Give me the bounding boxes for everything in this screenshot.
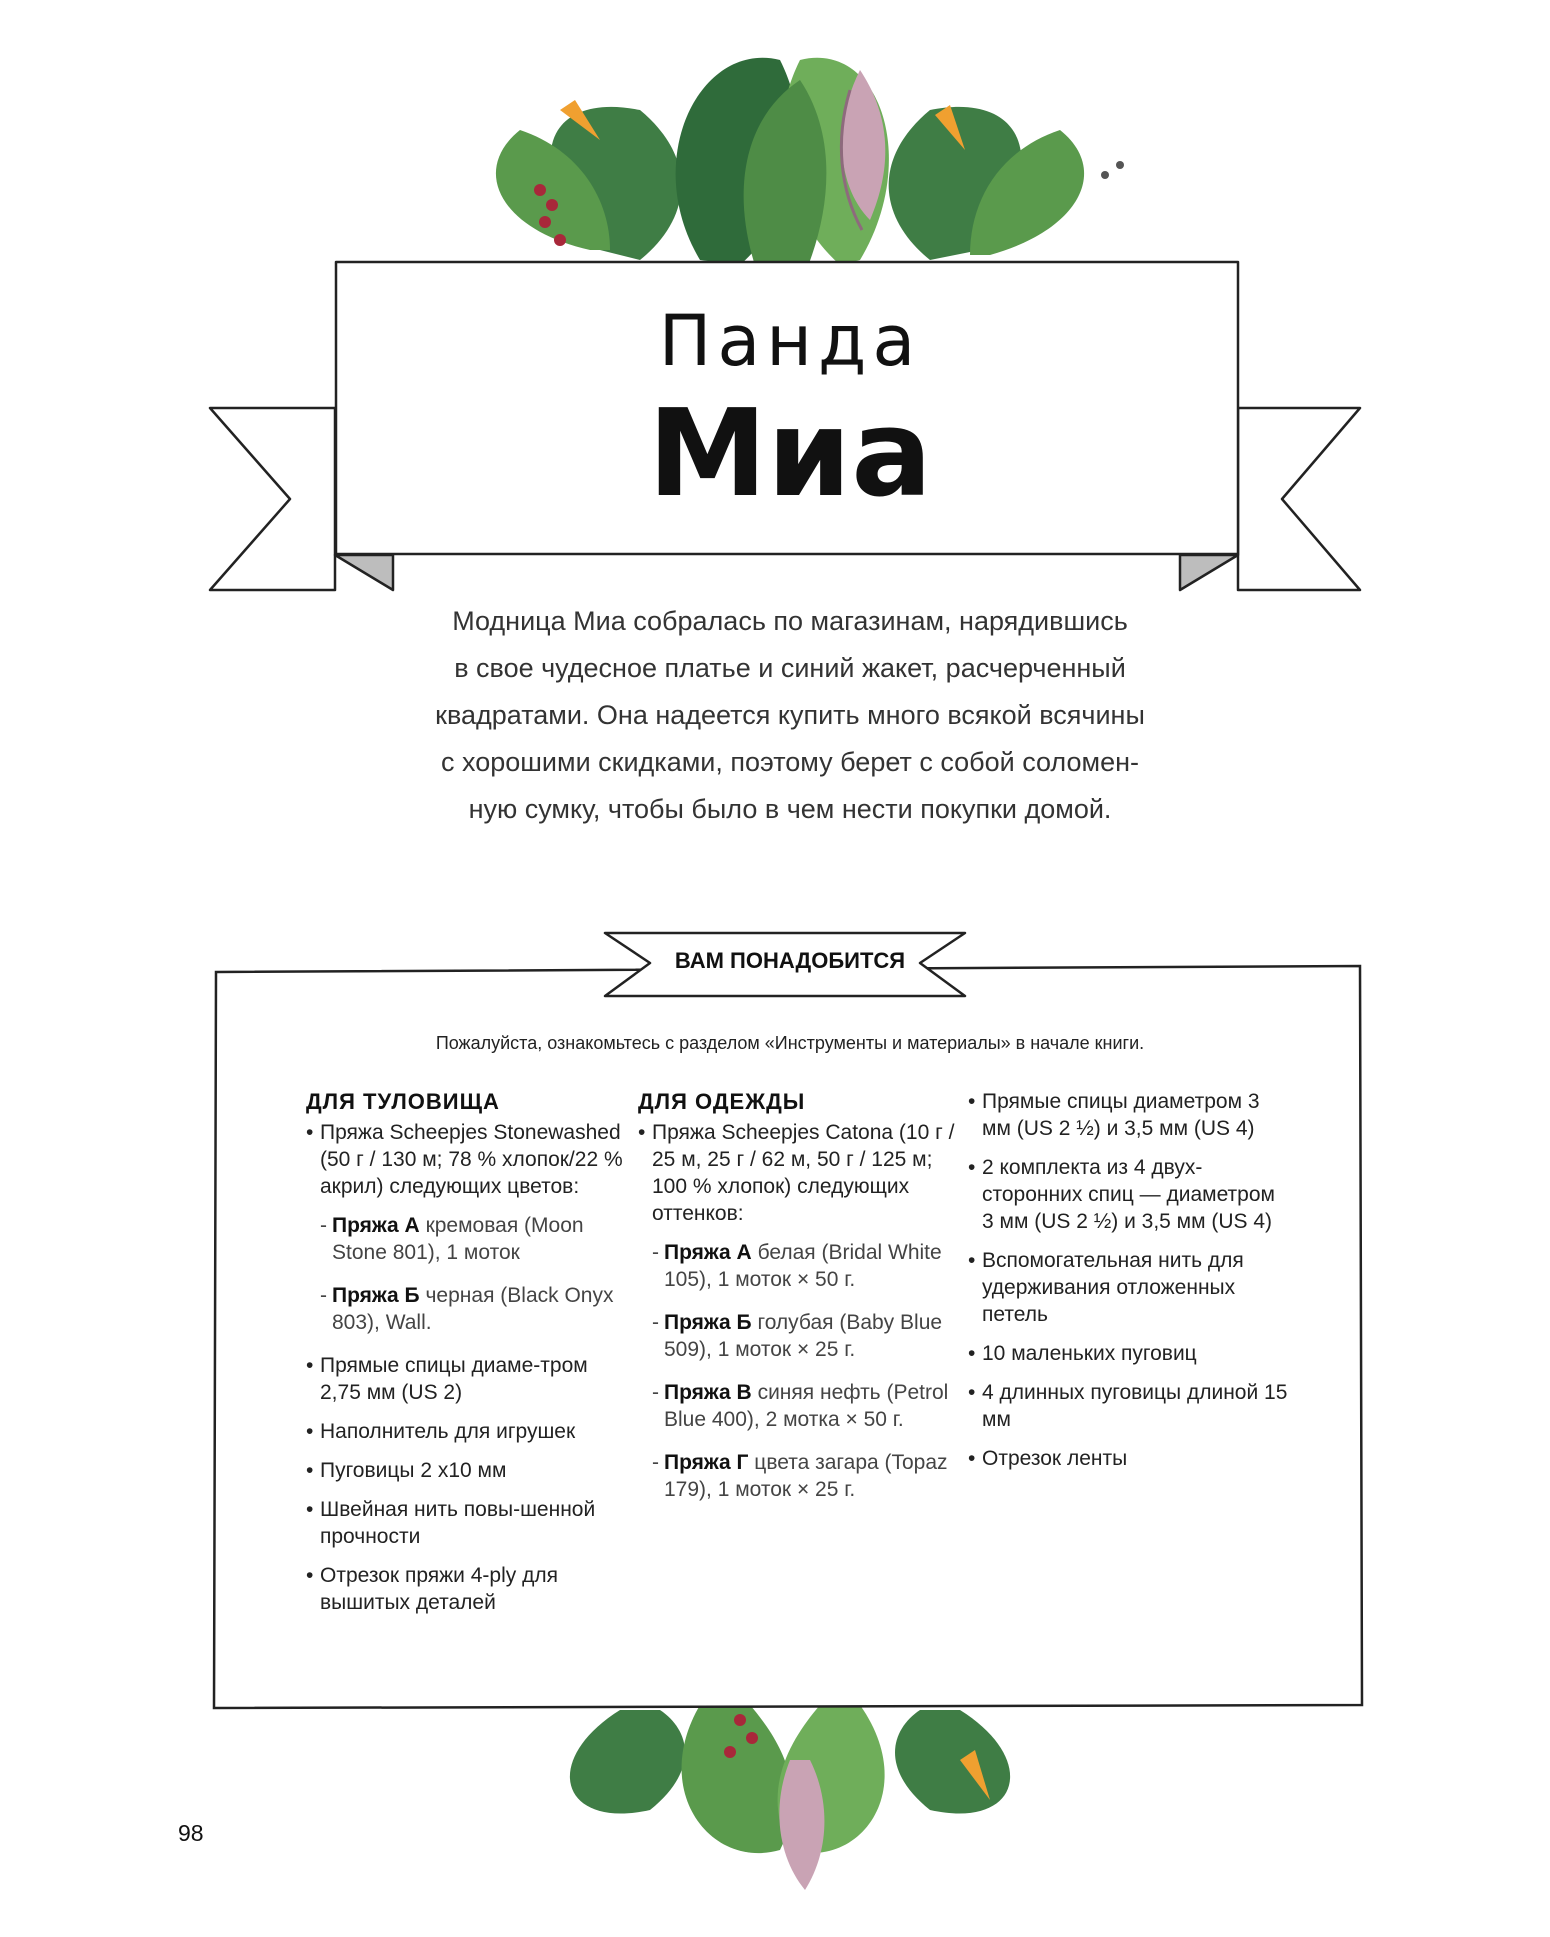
list-item: • 2 комплекта из 4 двух-сторонних спиц — диаметром 3 мм (US 2 ½) и 3,5 мм (US 4) bbox=[968, 1154, 1288, 1235]
bottom-foliage-illustration bbox=[570, 1705, 1010, 1890]
list-item: • Прямые спицы диаметром 3 мм (US 2 ½) и 3,5 мм (US 4) bbox=[968, 1088, 1288, 1142]
list-item: • Прямые спицы диаме-тром 2,75 мм (US 2) bbox=[306, 1352, 626, 1406]
yarn-item: - Пряжа Б черная (Black Onyx 803), Wall. bbox=[306, 1282, 626, 1336]
materials-note: Пожалуйста, ознакомьтесь с разделом «Инструменты и материалы» в начале книги. bbox=[435, 1033, 1145, 1053]
intro-line: с хорошими скидками, поэтому берет с собой соломен- bbox=[441, 747, 1139, 777]
list-item: • Отрезок ленты bbox=[968, 1445, 1288, 1472]
intro-line: в свое чудесное платье и синий жакет, расчерченный bbox=[454, 653, 1126, 683]
intro-line: квадратами. Она надеется купить много всякой всячины bbox=[435, 700, 1145, 730]
body-heading: ДЛЯ ТУЛОВИЩА bbox=[306, 1089, 500, 1114]
list-item: • 4 длинных пуговицы длиной 15 мм bbox=[968, 1379, 1288, 1433]
intro-line: Модница Миа собралась по магазинам, нарядившись bbox=[452, 606, 1128, 636]
clothes-heading: ДЛЯ ОДЕЖДЫ bbox=[638, 1089, 806, 1114]
list-item: • Наполнитель для игрушек bbox=[306, 1418, 626, 1445]
intro-paragraph bbox=[395, 598, 1185, 833]
yarn-item: - Пряжа А кремовая (Moon Stone 801), 1 моток bbox=[306, 1212, 626, 1266]
yarn-item: - Пряжа А белая (Bridal White 105), 1 моток × 50 г. bbox=[638, 1239, 958, 1293]
list-item: • Вспомогательная нить для удерживания отложенных петель bbox=[968, 1247, 1288, 1328]
list-item: • Швейная нить повы-шенной прочности bbox=[306, 1496, 626, 1550]
extra-materials-column bbox=[968, 1088, 1288, 1484]
yarn-item: - Пряжа Б голубая (Baby Blue 509), 1 моток × 25 г. bbox=[638, 1309, 958, 1363]
title-line-1: Панда bbox=[658, 300, 922, 382]
list-item: • Пряжа Scheepjes Catona (10 г / 25 м, 25 г / 62 м, 50 г / 125 м; 100 % хлопок) следующих оттенков: bbox=[638, 1119, 958, 1227]
yarn-item: - Пряжа В синяя нефть (Petrol Blue 400), 2 мотка × 50 г. bbox=[638, 1379, 958, 1433]
clothes-materials-column bbox=[638, 1088, 958, 1519]
materials-badge-label: ВАМ ПОНАДОБИТСЯ bbox=[674, 948, 906, 973]
body-materials-column bbox=[306, 1088, 626, 1628]
title-line-2: Миа bbox=[647, 385, 933, 524]
list-item: • Пряжа Scheepjes Stonewashed (50 г / 130 м; 78 % хлопок/22 % акрил) следующих цветов: bbox=[306, 1119, 626, 1200]
top-foliage-illustration bbox=[496, 58, 1124, 285]
list-item: • 10 маленьких пуговиц bbox=[968, 1340, 1288, 1367]
yarn-item: - Пряжа Г цвета загара (Topaz 179), 1 моток × 25 г. bbox=[638, 1449, 958, 1503]
list-item: • Отрезок пряжи 4-ply для вышитых деталей bbox=[306, 1562, 626, 1616]
page-number: 98 bbox=[178, 1820, 204, 1846]
intro-line: ную сумку, чтобы было в чем нести покупки домой. bbox=[468, 794, 1112, 824]
list-item: • Пуговицы 2 x10 мм bbox=[306, 1457, 626, 1484]
